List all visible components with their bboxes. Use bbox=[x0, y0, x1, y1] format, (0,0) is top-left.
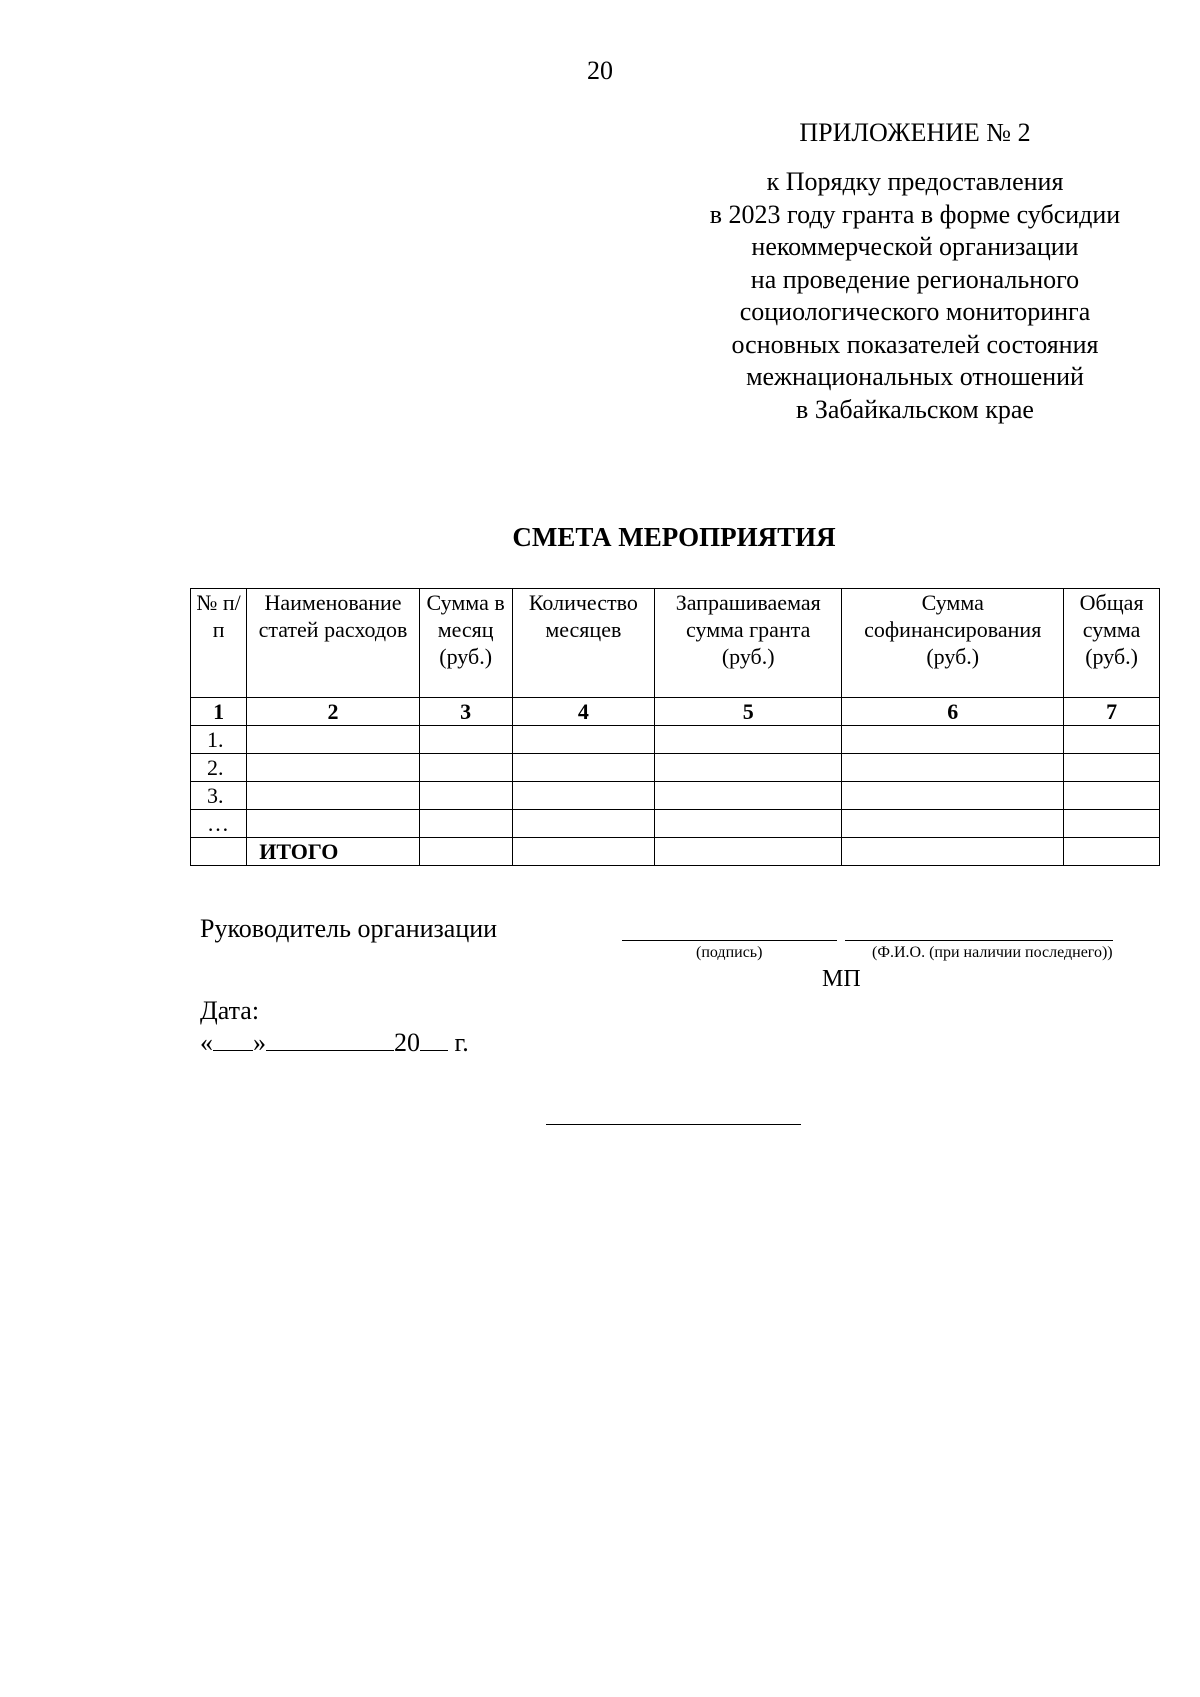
table-cell bbox=[512, 782, 655, 810]
header-cell: Запрашиваемая сумма гранта (руб.) bbox=[655, 589, 842, 698]
table-row bbox=[191, 810, 1160, 838]
column-number: 3 bbox=[419, 698, 512, 726]
table-row bbox=[191, 782, 1160, 810]
basis-line: основных показателей состояния bbox=[731, 329, 1099, 359]
page-number: 20 bbox=[587, 56, 613, 85]
table-cell bbox=[419, 782, 512, 810]
table-cell bbox=[842, 726, 1064, 754]
column-number: 4 bbox=[512, 698, 655, 726]
year-blank bbox=[420, 1028, 448, 1051]
table-cell bbox=[1064, 810, 1160, 838]
table-cell bbox=[655, 838, 842, 866]
basis-line: межнациональных отношений bbox=[746, 362, 1084, 391]
column-number-row bbox=[191, 698, 1160, 726]
table-cell bbox=[191, 838, 247, 866]
table-cell bbox=[419, 726, 512, 754]
header-cell: Сумма в месяц (руб.) bbox=[419, 589, 512, 698]
row-number: 1. bbox=[191, 726, 247, 754]
row-number: 3. bbox=[191, 782, 247, 810]
table-cell bbox=[655, 726, 842, 754]
row-number: 2. bbox=[191, 754, 247, 782]
column-number: 1 bbox=[191, 698, 247, 726]
table-header-row bbox=[191, 589, 1160, 698]
total-label: ИТОГО bbox=[247, 838, 420, 866]
header-cell: Количество месяцев bbox=[512, 589, 655, 698]
header-cell: Наименование статей расходов bbox=[247, 589, 420, 698]
stamp-place-label: МП bbox=[822, 966, 861, 992]
table-cell bbox=[512, 726, 655, 754]
table-cell bbox=[512, 754, 655, 782]
basis-line: к Порядку предоставления bbox=[766, 167, 1064, 196]
day-blank bbox=[213, 1028, 253, 1051]
full-name-line bbox=[845, 940, 1113, 941]
date-line bbox=[200, 1028, 469, 1058]
table-cell bbox=[512, 838, 655, 866]
table-cell bbox=[419, 838, 512, 866]
head-of-organization-label: Руководитель организации bbox=[200, 914, 498, 943]
table-cell bbox=[842, 810, 1064, 838]
column-number: 6 bbox=[842, 698, 1064, 726]
appendix-basis bbox=[640, 166, 1190, 426]
table-cell bbox=[419, 810, 512, 838]
table-cell bbox=[655, 754, 842, 782]
basis-line: некоммерческой организации bbox=[751, 232, 1079, 261]
column-number: 7 bbox=[1064, 698, 1160, 726]
table-cell bbox=[1064, 782, 1160, 810]
header-cell: Общая сумма (руб.) bbox=[1064, 589, 1160, 698]
total-row bbox=[191, 838, 1160, 866]
table-cell bbox=[247, 726, 420, 754]
table-cell bbox=[1064, 754, 1160, 782]
table-cell bbox=[1064, 726, 1160, 754]
year-suffix: г. bbox=[454, 1028, 469, 1057]
table-row bbox=[191, 754, 1160, 782]
signature-caption: (подпись) bbox=[696, 944, 763, 961]
table-cell bbox=[655, 782, 842, 810]
table-cell bbox=[247, 782, 420, 810]
header-cell: № п/п bbox=[191, 589, 247, 698]
end-separator-line bbox=[546, 1124, 801, 1125]
basis-line: в 2023 году гранта в форме субсидии bbox=[709, 199, 1121, 229]
estimate-table bbox=[190, 588, 1160, 866]
table-row bbox=[191, 726, 1160, 754]
basis-line: в Забайкальском крае bbox=[796, 394, 1034, 424]
full-name-caption: (Ф.И.О. (при наличии последнего)) bbox=[872, 944, 1113, 961]
table-cell bbox=[655, 810, 842, 838]
date-close-quote: » bbox=[253, 1028, 266, 1057]
date-label: Дата: bbox=[200, 996, 260, 1025]
table-cell bbox=[842, 754, 1064, 782]
header-cell: Сумма софинансирования (руб.) bbox=[842, 589, 1064, 698]
table-cell bbox=[247, 754, 420, 782]
year-prefix: 20 bbox=[394, 1028, 420, 1057]
signature-line bbox=[622, 940, 837, 941]
month-blank bbox=[266, 1028, 394, 1051]
table-cell bbox=[842, 782, 1064, 810]
table-cell bbox=[512, 810, 655, 838]
document-title: СМЕТА МЕРОПРИЯТИЯ bbox=[512, 522, 836, 552]
date-open-quote: « bbox=[200, 1028, 213, 1057]
row-number: … bbox=[191, 810, 247, 838]
table-cell bbox=[247, 810, 420, 838]
basis-line: на проведение регионального bbox=[750, 264, 1080, 294]
appendix-heading: ПРИЛОЖЕНИЕ № 2 bbox=[799, 118, 1031, 147]
table-cell bbox=[1064, 838, 1160, 866]
basis-line: социологического мониторинга bbox=[739, 297, 1091, 326]
table-cell bbox=[842, 838, 1064, 866]
column-number: 5 bbox=[655, 698, 842, 726]
table-cell bbox=[419, 754, 512, 782]
column-number: 2 bbox=[247, 698, 420, 726]
